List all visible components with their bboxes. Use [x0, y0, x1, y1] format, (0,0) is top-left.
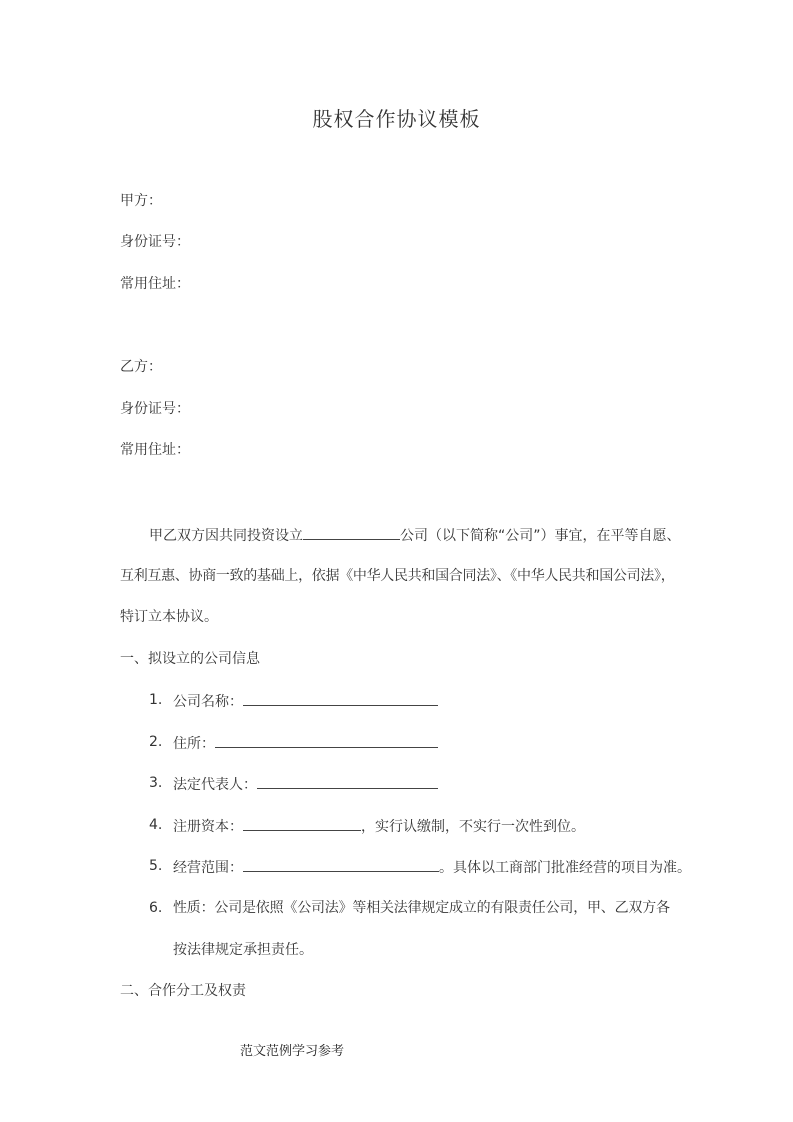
party-b-id-label: 身份证号： [120, 401, 190, 417]
item-label: 法定代表人： [173, 777, 257, 793]
item-company-name [173, 690, 438, 712]
fill-blank [243, 815, 361, 831]
item-number: 3. [149, 775, 163, 791]
item-suffix: 。具体以工商部门批准经营的项目为准。 [439, 860, 691, 876]
item-number: 1. [149, 692, 163, 708]
item-label: 经营范围： [173, 860, 243, 876]
item-label: 注册资本： [173, 819, 243, 835]
party-a-id-label: 身份证号： [120, 234, 190, 250]
item-number: 5. [149, 858, 163, 874]
section-2-heading: 二、合作分工及权责 [120, 983, 246, 999]
fill-blank [215, 732, 438, 748]
item-number: 2. [149, 734, 163, 750]
fill-blank [243, 856, 439, 872]
party-a-label: 甲方： [120, 193, 162, 209]
intro-line-2: 互利互惠、协商一致的基础上，依据《中华人民共和国合同法》、《中华人民共和国公司法》， [120, 568, 675, 584]
item-business-scope [173, 856, 691, 878]
item-number: 4. [149, 817, 163, 833]
intro-text-1b: 公司（以下简称“公司”）事宜，在平等自愿、 [400, 528, 681, 544]
item-registered-capital [173, 815, 585, 837]
party-b-label: 乙方： [120, 359, 162, 375]
item-address [173, 732, 438, 754]
section-1-heading: 一、拟设立的公司信息 [120, 651, 260, 667]
item-label: 住所： [173, 736, 215, 752]
document-title: 股权合作协议模板 [312, 107, 481, 131]
item-nature: 性质：公司是依照《公司法》等相关法律规定成立的有限责任公司，甲、乙双方各 [173, 900, 670, 916]
item-number: 6. [149, 900, 163, 916]
party-a-address-label: 常用住址： [120, 276, 190, 292]
fill-blank [257, 773, 438, 789]
party-b-address-label: 常用住址： [120, 442, 190, 458]
company-name-blank [303, 524, 400, 540]
item-suffix: ，实行认缴制，不实行一次性到位。 [361, 819, 585, 835]
fill-blank [243, 690, 438, 706]
item-label: 公司名称： [173, 694, 243, 710]
item-nature-continued: 按法律规定承担责任。 [173, 942, 313, 958]
intro-line-3: 特订立本协议。 [120, 609, 218, 625]
intro-text-1a: 甲乙双方因共同投资设立 [149, 528, 303, 544]
item-legal-rep [173, 773, 438, 795]
intro-line-1 [149, 524, 681, 546]
page-footer: 范文范例学习参考 [240, 1044, 345, 1059]
